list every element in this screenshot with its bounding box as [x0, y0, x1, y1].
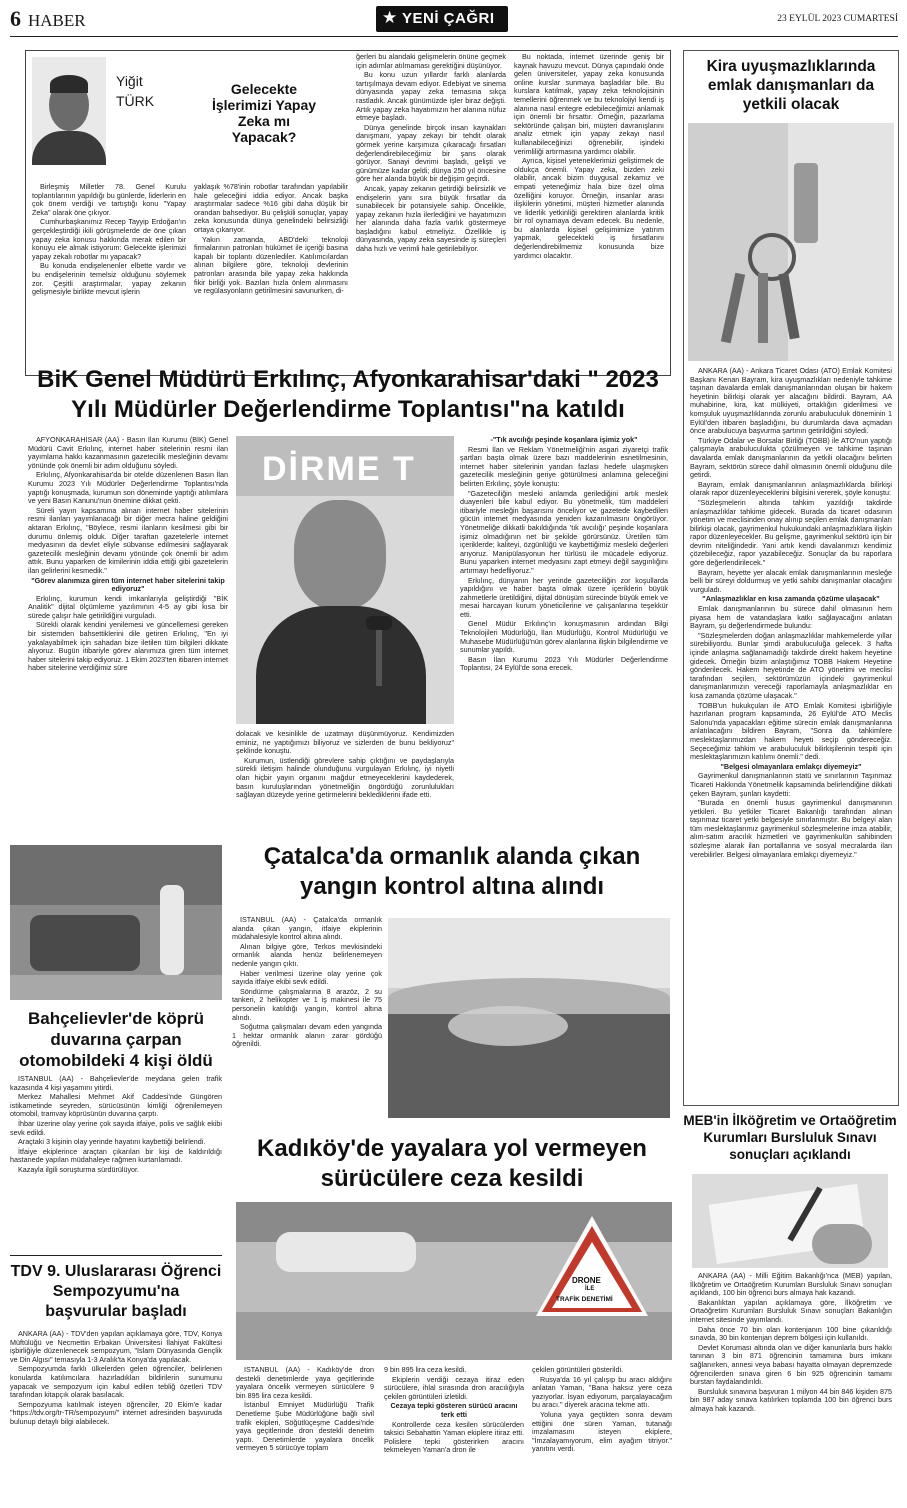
- masthead-logo: [376, 6, 508, 32]
- author-first-name: Yiğit: [116, 73, 143, 89]
- kira-paragraph: "Sözleşmelerin altında tahkim yazıldığı takdirde anlaşmazlıklar tahkime gidecek. Burada da ticaret odasının yönetim ve meclisinden onay alınıp seçilen emlak danışmanları bilirkişi olacak, gayrimenkul hukukundaki anlaşmazlıklara ilişkin rapor düzenleyecekler. Bu gelişme, gayrimenkul sektörü için bir devrim niteliğindedir. Yani artık kendi davalarımızı kendimiz çözebileceğiz, rapor yazabileceğiz. Sonuçlar da bu raporlara göre değerlendirilecek.": [690, 497, 892, 568]
- bik-paragraph: Erkılınç, kurumun kendi imkanlarıyla geliştirdiği "BİK Analitik" dijital ölçümleme yazılımının 4-5 ay gibi kısa bir sürede çalışır hale getirildiğini vurguladı.: [28, 593, 228, 620]
- bik-paragraph: "Gazeteciliğin mesleki anlamda gerilediğini artık meslek duayenleri bile kabul ediyor. Bu yönetmelik, tüm maddeleri itibariyle mesleğin başarısını önceliyor ve gazetede kaybedilen gücün internet medyasında yeniden kazanılmasını öngörüyor. Yönetmeliğe dikkatli bakıldığında 'tık avcılığı' peşinde koşanlara işimiz olmadığının net bir şekilde görürsünüz. Üretilen tüm içeriklerde; kaliteyi, özgünlüğü ve kaybettiğimiz mesleki değerleri arıyoruz. Manipülasyonun her türlüsü ile mücadele ediyoruz. Bunu yaparken internet medyasını zapt etmeyi değil saygınlığını artırmayı hedefliyoruz.": [460, 488, 668, 575]
- bik-paragraph: Erkılınç, dünyanın her yerinde gazeteciliğin zor koşullarda yapıldığını ve haber başta olmak üzere içeriklerin büyük zahmetlerle üretildiğini, dijital dönüşüm sürecinde büyük emek ve mesai harcayan kurum yöneticilerine ve çalışanlarına teşekkür etti.: [460, 575, 668, 619]
- meb-paragraph: Bakanlıktan yapılan açıklamaya göre, İlköğretim ve Ortaöğretim Kurumları Bursluluk Sınavı sonuçları Bakanlığın internet sitesinde yayımlandı.: [690, 1297, 892, 1324]
- catalca-paragraph: Haber verilmesi üzerine olay yerine çok sayıda itfaiye ekibi sevk edildi.: [232, 968, 382, 987]
- kira-box: [683, 50, 899, 1106]
- column-paragraph: Yakın zamanda, ABD'deki teknoloji firmalarının patronları hükümet ile içeriği basına kapalı bir toplantı düzenlediler. Katılımcılardan alınan bilgilere göre, teknoloji devlerinin patronları arasında bile yapay zeka hakkında fikir birliği yok. Bazıları hızla önlem alınmasını ve regülasyonların getirilmesini savunurken, di-: [194, 234, 348, 296]
- kadikoy-paragraph: 9 bin 895 lira ceza kesildi.: [384, 1366, 467, 1374]
- catalca-photo: [388, 918, 670, 1118]
- bik-paragraph: AFYONKARAHİSAR (AA) - Basın İlan Kurumu (BİK) Genel Müdürü Cavit Erkılınç, internet haber sitelerinin resmi ilan yayımlama hakkı kazanmasının gazetecilik mesleğinin devamı yönünde çok önemli bir adım olduğunu söyledi.: [28, 436, 228, 470]
- bahce-photo: [10, 845, 222, 1000]
- author-last-name: TÜRK: [116, 93, 155, 109]
- column-paragraph: Dünya genelinde birçok insan kaynakları danışmanı, yapay zekayı bir tehdit olarak görmek yerine karşımıza çıkaracağı fırsatları değerlendirebileceğimiz bir şans olarak görüyor. Sanayi devrimi başladı, gelişti ve günümüze kadar geldi; dünya 250 yıl öncesine göre her alanda büyük bir değişim geçirdi.: [356, 122, 506, 184]
- kira-subheading: "Anlaşmazlıklar en kısa zamanda çözüme ulaşacak": [702, 594, 880, 604]
- bik-subheading: "Görev alanımıza giren tüm internet haber sitelerini takip ediyoruz": [31, 575, 225, 594]
- kira-headline: Kira uyuşmazlıklarında emlak danışmanları da yetkili olacak: [706, 58, 876, 113]
- kadikoy-paragraph: Ekiplerin verdiği cezaya itiraz eden sürücülere, ihlal sırasında dron aracılığıyla çekilen görüntüleri izletildi.: [384, 1374, 524, 1401]
- kira-paragraph: "Burada en önemli husus gayrimenkul danışmanının yetkileri. Bu yetkiler Ticaret Bakanlığı tarafından alınan taşınmaz ticaret yetki belgesiyle sınırlanmıştır. Bu belgeyi alan tüm meslektaşlarımız gayrimenkul sözleşmelerine imza atabilir, alım-satım aracılık hizmetleri ve gayrimenkulün sahibinden sözleşme alarak ilan portallarına ve sosyal mecralarda ilan verebilirler. Belgesi olmayanlara emlakçı diyemeyiz.": [690, 798, 892, 859]
- tdv-rule: [10, 1255, 222, 1256]
- bik-text-2: [236, 730, 454, 832]
- kira-paragraph: Emlak danışmanlarının bu sürece dahil olmasının hem piyasa hem de vatandaşlara katkı sağlayacağını anlatan Bayram, şu değerlendirmede bulundu:: [690, 604, 892, 631]
- kira-text: [690, 367, 892, 1099]
- bik-paragraph: Basın İlan Kurumu 2023 Yılı Müdürler Değerlendirme Toplantısı, 24 Eylül'de sona erecek.: [460, 654, 668, 673]
- catalca-paragraph: Söndürme çalışmalarına 8 arazöz, 2 su tankeri, 2 helikopter ve 1 iş makinesi ile 75 personelin katıldığı yangın, kontrol altına alındı.: [232, 986, 382, 1022]
- kadikoy-subheading: Cezaya tepki gösteren sürücü aracını terk etti: [390, 1401, 518, 1419]
- kira-paragraph: Bayram, heyette yer alacak emlak danışmanlarının mesleğe belli bir süreyi doldurmuş ve yetki sahibi danışmanlar olacağını vurguladı.: [690, 567, 892, 594]
- column-box: [25, 50, 671, 376]
- bahce-paragraph: İSTANBUL (AA) - Bahçelievler'de meydana gelen trafik kazasında 4 kişi yaşamını yitirdi.: [10, 1075, 222, 1092]
- bik-headline: BiK Genel Müdürü Erkılınç, Afyonkarahisar'daki " 2023 Yılı Müdürler Değerlendirme Toplantısı"na katıldı: [37, 366, 659, 423]
- kira-paragraph: Gayrimenkul danışmanlarının statü ve sınırlarının Taşınmaz Ticareti Hakkında Yönetmelik kapsamında belirlendiğine dikkati çeken Bayram, şunları kaydetti:: [690, 771, 892, 798]
- kadikoy-text-1: [236, 1366, 374, 1506]
- column-paragraph: Birleşmiş Milletler 78. Genel Kurulu toplantılarının yapıldığı bu günlerde, liderlerin en çok önem verdiği ve tartıştığı konu "Yapay Zeka" olarak öne çıkıyor.: [32, 183, 186, 217]
- sign-text-mid: İLE: [585, 1286, 595, 1292]
- meb-paragraph: Daha önce 70 bin olan kontenjanın 100 bine çıkarıldığı sınavda, 30 bin kontenjan deprem bölgesi için kullanıldı.: [690, 1324, 892, 1343]
- sign-text-top: DRONE: [572, 1276, 601, 1285]
- meb-paragraph: Bursluluk sınavına başvuran 1 milyon 44 bin 846 kişiden 875 bin 987 aday sınava katılırken toplamda 100 bin öğrenci burs almaya hak kazandı.: [690, 1386, 892, 1413]
- header-rule: [10, 36, 898, 37]
- column-paragraph: Ancak, yapay zekanın getirdiği belirsizlik ve endişelerin yanı sıra büyük fırsatlar da sunabilecek bir potansiyele sahip. Öncelikle, yapay zekanın hızla ilerlediğini ve hayatımızın her alanında daha fazla varlık göstermeye başladığını kabul etmeliyiz. Özellikle iş dünyasında, yapay zeka sayesinde iş süreçleri daha hızlı ve verimli hale getirilebiliyor.: [356, 183, 506, 254]
- kadikoy-paragraph: İstanbul Emniyet Müdürlüğü Trafik Denetleme Şube Müdürlüğüne bağlı sivil trafik ekipleri, Söğütlüçeşme Caddesi'nde yaya geçitlerinde dron destekli denetim yaptı. Denetimlerde yayalara öncelik vermeyen 5 sürücüye toplam: [236, 1400, 374, 1453]
- meb-headline: MEB'in İlköğretim ve Ortaöğretim Kurumları Bursluluk Sınavı sonuçları açıklandı: [683, 1113, 897, 1162]
- column-text-4: [514, 53, 664, 371]
- bik-subheading: -"Tık avcılığı peşinde koşanlara işimiz yok": [490, 436, 638, 444]
- kadikoy-paragraph: İSTANBUL (AA) - Kadıköy'de dron destekli denetimlerde yaya geçitlerinde yayalara öncelik vermeyen sürücülere 9 bin 895 lira ceza kesildi.: [236, 1366, 374, 1400]
- tdv-paragraph: Sempozyuma katılmak isteyen öğrenciler, 20 Ekim'e kadar "https://tdv.org/tr-TR/sempozyum/" internet adresinden başvuruda bulunup detaylı bilgi alabilecek.: [10, 1399, 222, 1426]
- masthead-text: YENİ ÇAĞRI: [402, 10, 495, 27]
- bik-paragraph: Genel Müdür Erkılınç'ın konuşmasının ardından Bilgi Teknolojileri Müdürlüğü, İlan Müdürlüğü, Kontrol Müdürlüğü ve Muhasebe Müdürlüğü'nün görev alanlarına ilişkin bilgilendirme ve sunumlar yapıldı.: [460, 619, 668, 655]
- kadikoy-paragraph: çekilen görüntüleri gösterildi.: [532, 1366, 624, 1374]
- kadikoy-text-2: [384, 1366, 524, 1506]
- column-title: Gelecekte İşlerimizi Yapay Zeka mı Yapacak?: [211, 81, 317, 145]
- kadikoy-photo: [236, 1202, 672, 1360]
- column-paragraph: Ayrıca, kişisel yeteneklerimizi geliştirmek de oldukça önemli. Yapay zeka, bizden zeki olabilir, ancak bizim duygusal zekamız ve empati yeteneğimiz hala bize özel olma özelliğini koruyor. Örneğin, insanlar arası ilişkilerin yönetimi, müşteri hizmetler alanında ve liderlik yetkinliği gerektiren alanlarda kritik bir rol oynamaya devam edecek. Bu nedenle, bu alanlarda kişisel gelişimimize yatırım yapmak, gelecekteki iş fırsatlarını değerlendirebilmemiz konusunda bize yardımcı olacaktır.: [514, 156, 664, 260]
- sign-text-bottom: TRAFİK DENETİMİ: [556, 1296, 613, 1303]
- column-paragraph: yaklaşık %78'inin robotlar tarafından yapılabilir hale geleceğini iddia ediyor. Ancak başka araştırmalar sadece %16 gibi daha düşük bir orandan bahsediyor. Bu çelişkili sonuçlar, yapay zeka konusunda dünya genelindeki belirsizliği ortaya çıkarıyor.: [194, 183, 348, 234]
- page-number: 6: [10, 6, 21, 31]
- column-text-3: [356, 53, 506, 371]
- kadikoy-paragraph: Kontrollerde ceza kesilen sürücülerden taksici Sebahattin Yaman ekiplere itiraz etti. Polislere tepki gösterirken aracını tekmeleyen Yaman'a dron ile: [384, 1419, 524, 1455]
- bik-text-1: [28, 436, 228, 832]
- bik-paragraph: Sürekli olarak kendini yenilemesi ve güncellemesi gereken bir sistemden bahsettiklerini dile getiren Erkılınç, "En iyi yakalayabilmek için sahadan bize iletilen tüm bilgileri dikkate alıyoruz. Bugün itibariyle görev alanımıza giren tüm internet haber sitelerini takip ediyoruz. 1 Ekim 2023'ten itibaren internet haber sitelerine verdiğimiz süre: [28, 620, 228, 673]
- bahce-paragraph: İhbar üzerine olay yerine çok sayıda itfaiye, polis ve sağlık ekibi sevk edildi.: [10, 1118, 222, 1137]
- kira-subheading: "Belgesi olmayanlara emlakçı diyemeyiz": [720, 761, 862, 771]
- author-photo: [32, 57, 106, 165]
- kira-paragraph: TOBB'un hukukçuları ile ATO Emlak Komitesi işbirliğiyle hazırlanan program kapsamında, 26 Eylül'de ATO Meclis Salonu'nda yapacakları eğitime sürecin emlak danışmanlarına anlatılacağını bildiren Bayram, "Sonra da tahkimlere meslektaşlarımızdan hakem heyeti seçip göndereceğiz. Seçeceğimiz tahkim ve arabuluculuk bilirkişilerinin tespiti için meslektaşlarımızın katılımı önemli." dedi.: [690, 700, 892, 762]
- bik-paragraph: Erkılınç, Afyonkarahisar'da bir otelde düzenlenen Basın İlan Kurumu 2023 Yılı Müdürler Değerlendirme Toplantısı'nda yaptığı konuşmada, kurumun son döneminde yaptığı atılımlara ve yeni Basın Kanunu'nun önemine dikkat çekti.: [28, 470, 228, 506]
- kira-paragraph: Bayram, emlak danışmanlarının anlaşmazlıklarda bilirkişi olarak rapor düzenleyeceklerini bilgisini vererek, şöyle konuştu:: [690, 479, 892, 498]
- kira-paragraph: Türkiye Odalar ve Borsalar Birliği (TOBB) ile ATO'nun yaptığı çalışmayla arabuluculukta çözülmeyen ve tahkime taşınan davalarda emlak danışmanlarının da yetkili olacağını belirten Bayram, sektörün sürece dahil olmasının önemli olduğunu dile getirdi.: [690, 435, 892, 480]
- kira-paragraph: "Sözleşmelerden doğan anlaşmazlıklar mahkemelerde yıllar sürebiliyordu. Bunlar şimdi arabuluculuğa gelecek. 3 hafta içinde anlaşma sağlanamadığı takdirde direkt hakem heyetine gidecek. Örneğin bizim anlaştığımız TOBB Hakem Heyetine gönderilecek. Hakem heyetinde de ATO yönetimi ve meclisi tarafından seçilen, sektörümüzün içindeki gayrimenkul danışmanlarımızın vereceği raporlamayla anlaşmazlıklar en kısa zamanda çözüme ulaşacak.": [690, 630, 892, 700]
- bik-paragraph: Resmi İlan ve Reklam Yönetmeliği'nin asgari ziyaretçi trafik şartları başta olmak üzere bazı maddelerinin esnetilmesinin, internet haber sitelerinin yarıdan fazlası hedefe ulaşmışken gazetecilik mesleğinin geriye götürülmesi anlamına geleceğini belirten Erkılınç, şöyle konuştu:: [460, 444, 668, 488]
- tdv-paragraph: ANKARA (AA) - TDV'den yapılan açıklamaya göre, TDV, Konya Müftülüğü ve Necmettin Erbakan Üniversitesi İlahiyat Fakültesi işbirliğiyle düzenlenecek sempozyum, "İslam Dünyasında Gençlik ve Din Algısı" temasıyla 1-3 Aralık'ta Konya'da yapılacak.: [10, 1330, 222, 1364]
- bik-paragraph: Kurumun, üstlendiği görevlere sahip çıktığını ve paydaşlarıyla sürekli iletişim halinde olunduğunu vurgulayan Erkılınç, iyi niyetli olan hiçbir yayın organını mağdur etmeyeceklerini kaydederek, basın kuruluşlarından yönetmeliğin öngördüğü zorunlulukları sağlayan düzeyde yerine getirmelerini beklediklerini ifade etti.: [236, 755, 454, 800]
- meb-photo: [692, 1174, 888, 1268]
- kadikoy-paragraph: Yoluna yaya geçtikten sonra devam ettiğini öne süren Yaman, tutanağı imzalamasını isteyen ekiplere, "İmzalayamıyorum, elim ayağım titriyor." yanıtını verdi.: [532, 1409, 672, 1454]
- bahce-paragraph: Araçtaki 3 kişinin olay yerinde hayatını kaybettiği belirlendi.: [18, 1137, 206, 1147]
- column-text-1: [32, 183, 186, 371]
- catalca-text: [232, 916, 382, 1116]
- kadikoy-text-3: [532, 1366, 672, 1506]
- meb-paragraph: Devlet Koruması altında olan ve diğer kanunlarla burs hakkı tanınan 3 bin 871 öğrencinin tamamına burs imkanı sağlanırken, annesi veya babası hayatta olmayan depremzede öğrencilerden sınava giren 6 bin 925 öğrencinin tamamı burstan faydalandırıldı.: [690, 1342, 892, 1387]
- catalca-paragraph: Soğutma çalışmaları devam eden yangında 1 hektar ormanlık alanın zarar gördüğü öğrenildi.: [232, 1022, 382, 1049]
- issue-date: 23 EYLÜL 2023 CUMARTESİ: [777, 14, 898, 24]
- bahce-headline: Bahçelievler'de köprü duvarına çarpan otomobildeki 4 kişi öldü: [19, 1009, 213, 1070]
- kira-paragraph: ANKARA (AA) - Ankara Ticaret Odası (ATO) Emlak Komitesi Başkanı Kenan Bayram, kira uyuşmazlıkları nedeniyle tahkime taşınan davalarda emlak danışmanlarından oluşan bir hakem heyetinin bilirkişi olarak yer alacağını bildirdi. Bayram, AA muhabirine, kira, kat mülkiyeti, ortaklığın giderilmesi ve komşuluk uyuşmazlıklarında zorunlu arabuluculuk döneminin 1 Eylül'den itibaren başladığını, bu durumlarda dava açmadan önce arabulucuya başvurma şartının getirildiğini söyledi.: [690, 367, 892, 436]
- tdv-headline: TDV 9. Uluslararası Öğrenci Sempozyumu'na başvurular başladı: [10, 1263, 222, 1320]
- kira-photo: [688, 123, 894, 361]
- column-paragraph: Bu noktada, internet üzerinde geniş bir kaynak havuzu mevcut. Dünya çapındaki önde gelen üniversiteler, yapay zeka konusunda online kurslar sunmaya başladılar bile. Bu kurslara katılmak, yapay zeka teknolojisinin temellerini öğrenmek ve bu teknolojiyi kendi iş alanına nasıl entegre edebileceğimizi anlamak için önemli bir fırsattır. Örneğin, pazarlama sektöründe çalışan biri, müşteri davranışlarını analiz etmek için yapay zekayı nasıl kullanabileceğinizi öğrenebilir, işindeki verimliliği artırmasına yardımcı olabilir.: [514, 53, 664, 156]
- tdv-paragraph: Sempozyumda farklı ülkelerden gelen öğrenciler, belirlenen konularda katılımcılara hazırladıkları bildirilerin sunumunu yapacak ve sempozyum için kabul edilen tebliğ özetleri TDV tarafından kitapçık olarak basılacak.: [10, 1364, 222, 1400]
- bahce-paragraph: Kazayla ilgili soruşturma sürdürülüyor.: [18, 1164, 140, 1174]
- bik-paragraph: dolacak ve kesinlikle de uzatmayı düşünmüyoruz. Kendimizden eminiz, ne yaptığımızı biliyoruz ve sizlerden de bunu bekliyoruz" şeklinde konuştu.: [236, 730, 454, 756]
- bahce-paragraph: İtfaiye ekiplerince araçtan çıkarılan bir kişi de kaldırıldığı hastanede yapılan müdahaleye rağmen kurtarılamadı.: [10, 1146, 222, 1165]
- column-text-2: [194, 183, 348, 371]
- column-paragraph: Bu konu uzun yıllardır farklı alanlarda tartışılmaya devam ediyor. Edebiyat ve sinema dünyasında yapay zeka temasına sıkça rastladık. Ancak günümüzde işler biraz değişti. Artık yapay zeka hayatımızın her alanına nüfuz etmeye başladı.: [356, 70, 506, 123]
- catalca-paragraph: İSTANBUL (AA) - Çatalca'da ormanlık alanda çıkan yangın, itfaiye ekiplerinin müdahalesiyle kontrol altına alındı.: [232, 916, 382, 942]
- bik-text-3: [460, 436, 668, 832]
- page-header: [10, 0, 898, 40]
- masthead-star-icon: ★: [382, 8, 398, 27]
- meb-text: [690, 1272, 892, 1506]
- bik-paragraph: Süreli yayın kapsamına alınan internet haber sitelerinin resmi ilanları yayımlanacağı bir diğer mecra haline geldiğini aktaran Erkılınç, "Böylece, resmi ilanların kesilmesi gibi bir durumu önlemiş olduk. Diğer taraftan gazetelerle internet medyasının da devlet eliyle sübvanse edilmesini sağlayarak gazetecilik mesleğinin devamı yönünde çok önemli bir adım attık. Bunu yaparken de kimilerinin iddia ettiği gibi gazetelerin ilan gelirlerini kesmedik.": [28, 505, 228, 575]
- meb-paragraph: ANKARA (AA) - Milli Eğitim Bakanlığı'nca (MEB) yapılan, İlköğretim ve Ortaöğretim Kurumları Bursluluk Sınavı sonuçları açıklandı, 100 bin öğrenci burs almaya hak kazandı.: [690, 1272, 892, 1298]
- kadikoy-headline: Kadıköy'de yayalara yol vermeyen sürücülere ceza kesildi: [257, 1135, 647, 1192]
- bik-photo: [236, 436, 454, 724]
- catalca-headline: Çatalca'da ormanlık alanda çıkan yangın kontrol altına alındı: [263, 843, 641, 900]
- kadikoy-paragraph: Rusya'da 16 yıl çalışıp bu aracı aldığını anlatan Yaman, "Bana haksız yere ceza yazıyorlar. İsyan ediyorum, parçalayacağım bu aracı." diyerek aracına tekme attı.: [532, 1374, 672, 1410]
- bahce-paragraph: Merkez Mahallesi Mehmet Akif Caddesi'nde Güngören istikametinde seyreden, sürücüsünün kimliği öğrenilemeyen otomobil, tramvay köprüsünün duvarına çarptı.: [10, 1092, 222, 1119]
- tdv-text: [10, 1330, 222, 1506]
- column-paragraph: ğerleri bu alandaki gelişmelerin önüne geçmek için adımlar atılmaması gerektiğini düşünüyor.: [356, 53, 506, 70]
- banner-text: DİRME T: [262, 450, 416, 488]
- bahce-text: [10, 1075, 222, 1255]
- column-paragraph: Bu konuda endişelenenler elbette vardır ve bu endişelerinin temelsiz olduğunu söylemek zor. Çeşitli araştırmalar, yapay zekanın gelişmesiyle birlikte mevcut işlerin: [32, 261, 186, 297]
- section-name: HABER: [28, 11, 86, 30]
- column-paragraph: Cumhurbaşkanımız Recep Tayyip Erdoğan'ın gerçekleştirdiği ikili görüşmelerde de öne çıkan yapay zeka konusu hakkında merak edilen bir konuyu ele almak istiyorum: Gelecekte işlerimizi yapay zekalı robotlar mı yapacak?: [32, 217, 186, 261]
- catalca-paragraph: Alınan bilgiye göre, Terkos mevkisindeki ormanlık alanda henüz belirlenemeyen nedenle yangın çıktı.: [232, 941, 382, 968]
